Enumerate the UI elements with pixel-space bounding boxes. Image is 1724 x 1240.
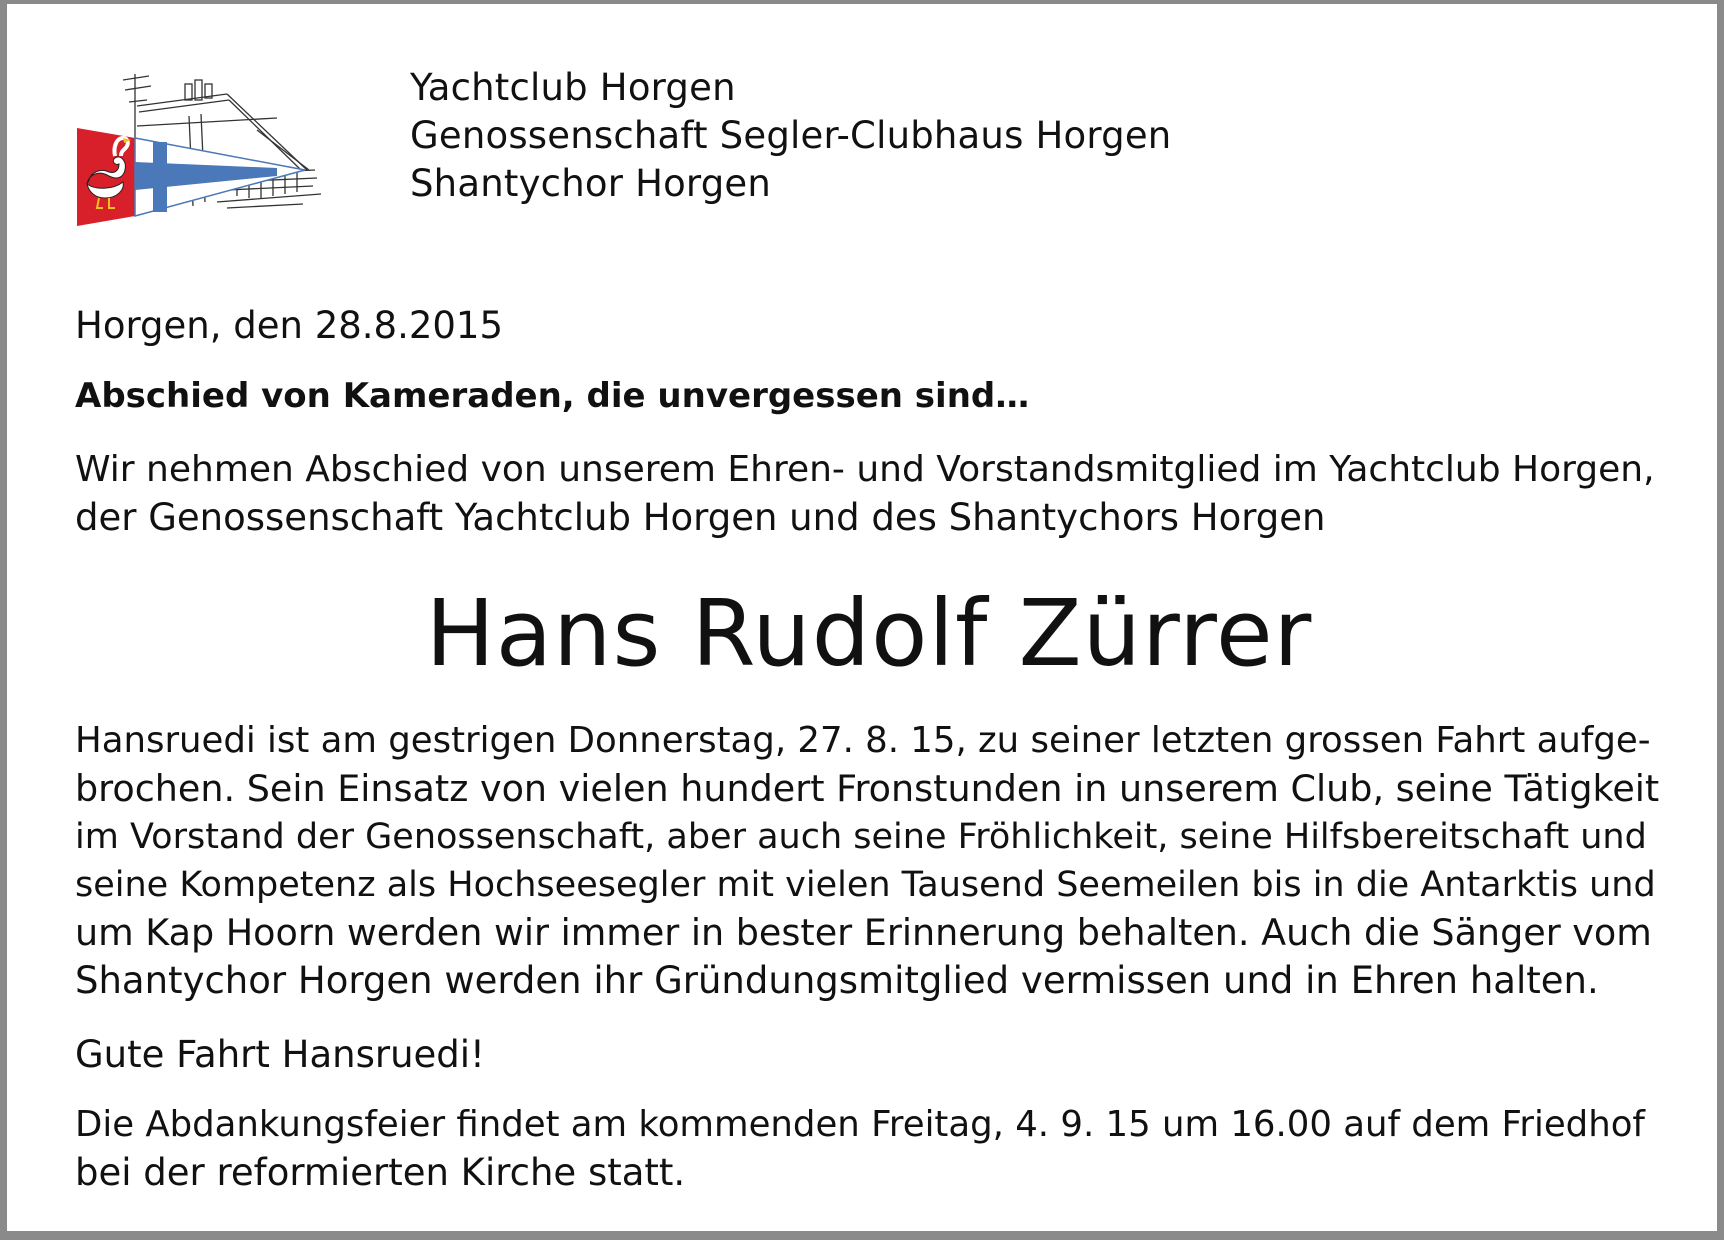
intro-paragraph [75, 446, 1664, 542]
letter-date: Horgen, den 28.8.2015 [75, 304, 504, 347]
intro-line: Wir nehmen Abschied von unserem Ehren- und Vorstandsmitglied im Yachtclub Horgen, [75, 449, 1655, 490]
burgee-blue-cross [153, 142, 167, 212]
tribute-paragraph [75, 717, 1664, 1005]
header-line-yachtclub: Yachtclub Horgen [410, 66, 736, 109]
deceased-name: Hans Rudolf Zürrer [425, 580, 1313, 687]
service-line: Die Abdankungsfeier findet am kommenden Freitag, 4. 9. 15 um 16.00 auf dem Friedhof [75, 1104, 1645, 1145]
tribute-line: um Kap Hoorn werden wir immer in bester Erinnerung behalten. Auch die Sänger vom [75, 911, 1652, 954]
tribute-line: im Vorstand der Genossenschaft, aber auch seine Fröhlichkeit, seine Hilfsbereitschaft und [75, 817, 1647, 857]
headline: Abschied von Kameraden, die unvergessen sind… [75, 376, 1030, 416]
intro-line: der Genossenschaft Yachtclub Horgen und des Shantychors Horgen [75, 496, 1326, 539]
service-paragraph [75, 1101, 1664, 1197]
tribute-line: seine Kompetenz als Hochseesegler mit vielen Tausend Seemeilen bis in die Antarktis und [75, 865, 1656, 905]
tribute-line: brochen. Sein Einsatz von vielen hundert Fronstunden in unserem Club, seine Tätigkeit [75, 767, 1660, 810]
farewell-line: Gute Fahrt Hansruedi! [75, 1033, 485, 1076]
yacht-club-burgee-logo [77, 66, 331, 238]
header-line-genossenschaft: Genossenschaft Segler-Clubhaus Horgen [410, 114, 1172, 157]
service-line: bei der reformierten Kirche statt. [75, 1151, 686, 1194]
club-header [410, 64, 1171, 208]
tribute-line: Hansruedi ist am gestrigen Donnerstag, 27. 8. 15, zu seiner letzten grossen Fahrt aufge- [75, 720, 1651, 761]
tribute-line: Shantychor Horgen werden ihr Gründungsmitglied vermissen und in Ehren halten. [75, 959, 1599, 1002]
header-line-shantychor: Shantychor Horgen [410, 162, 771, 205]
